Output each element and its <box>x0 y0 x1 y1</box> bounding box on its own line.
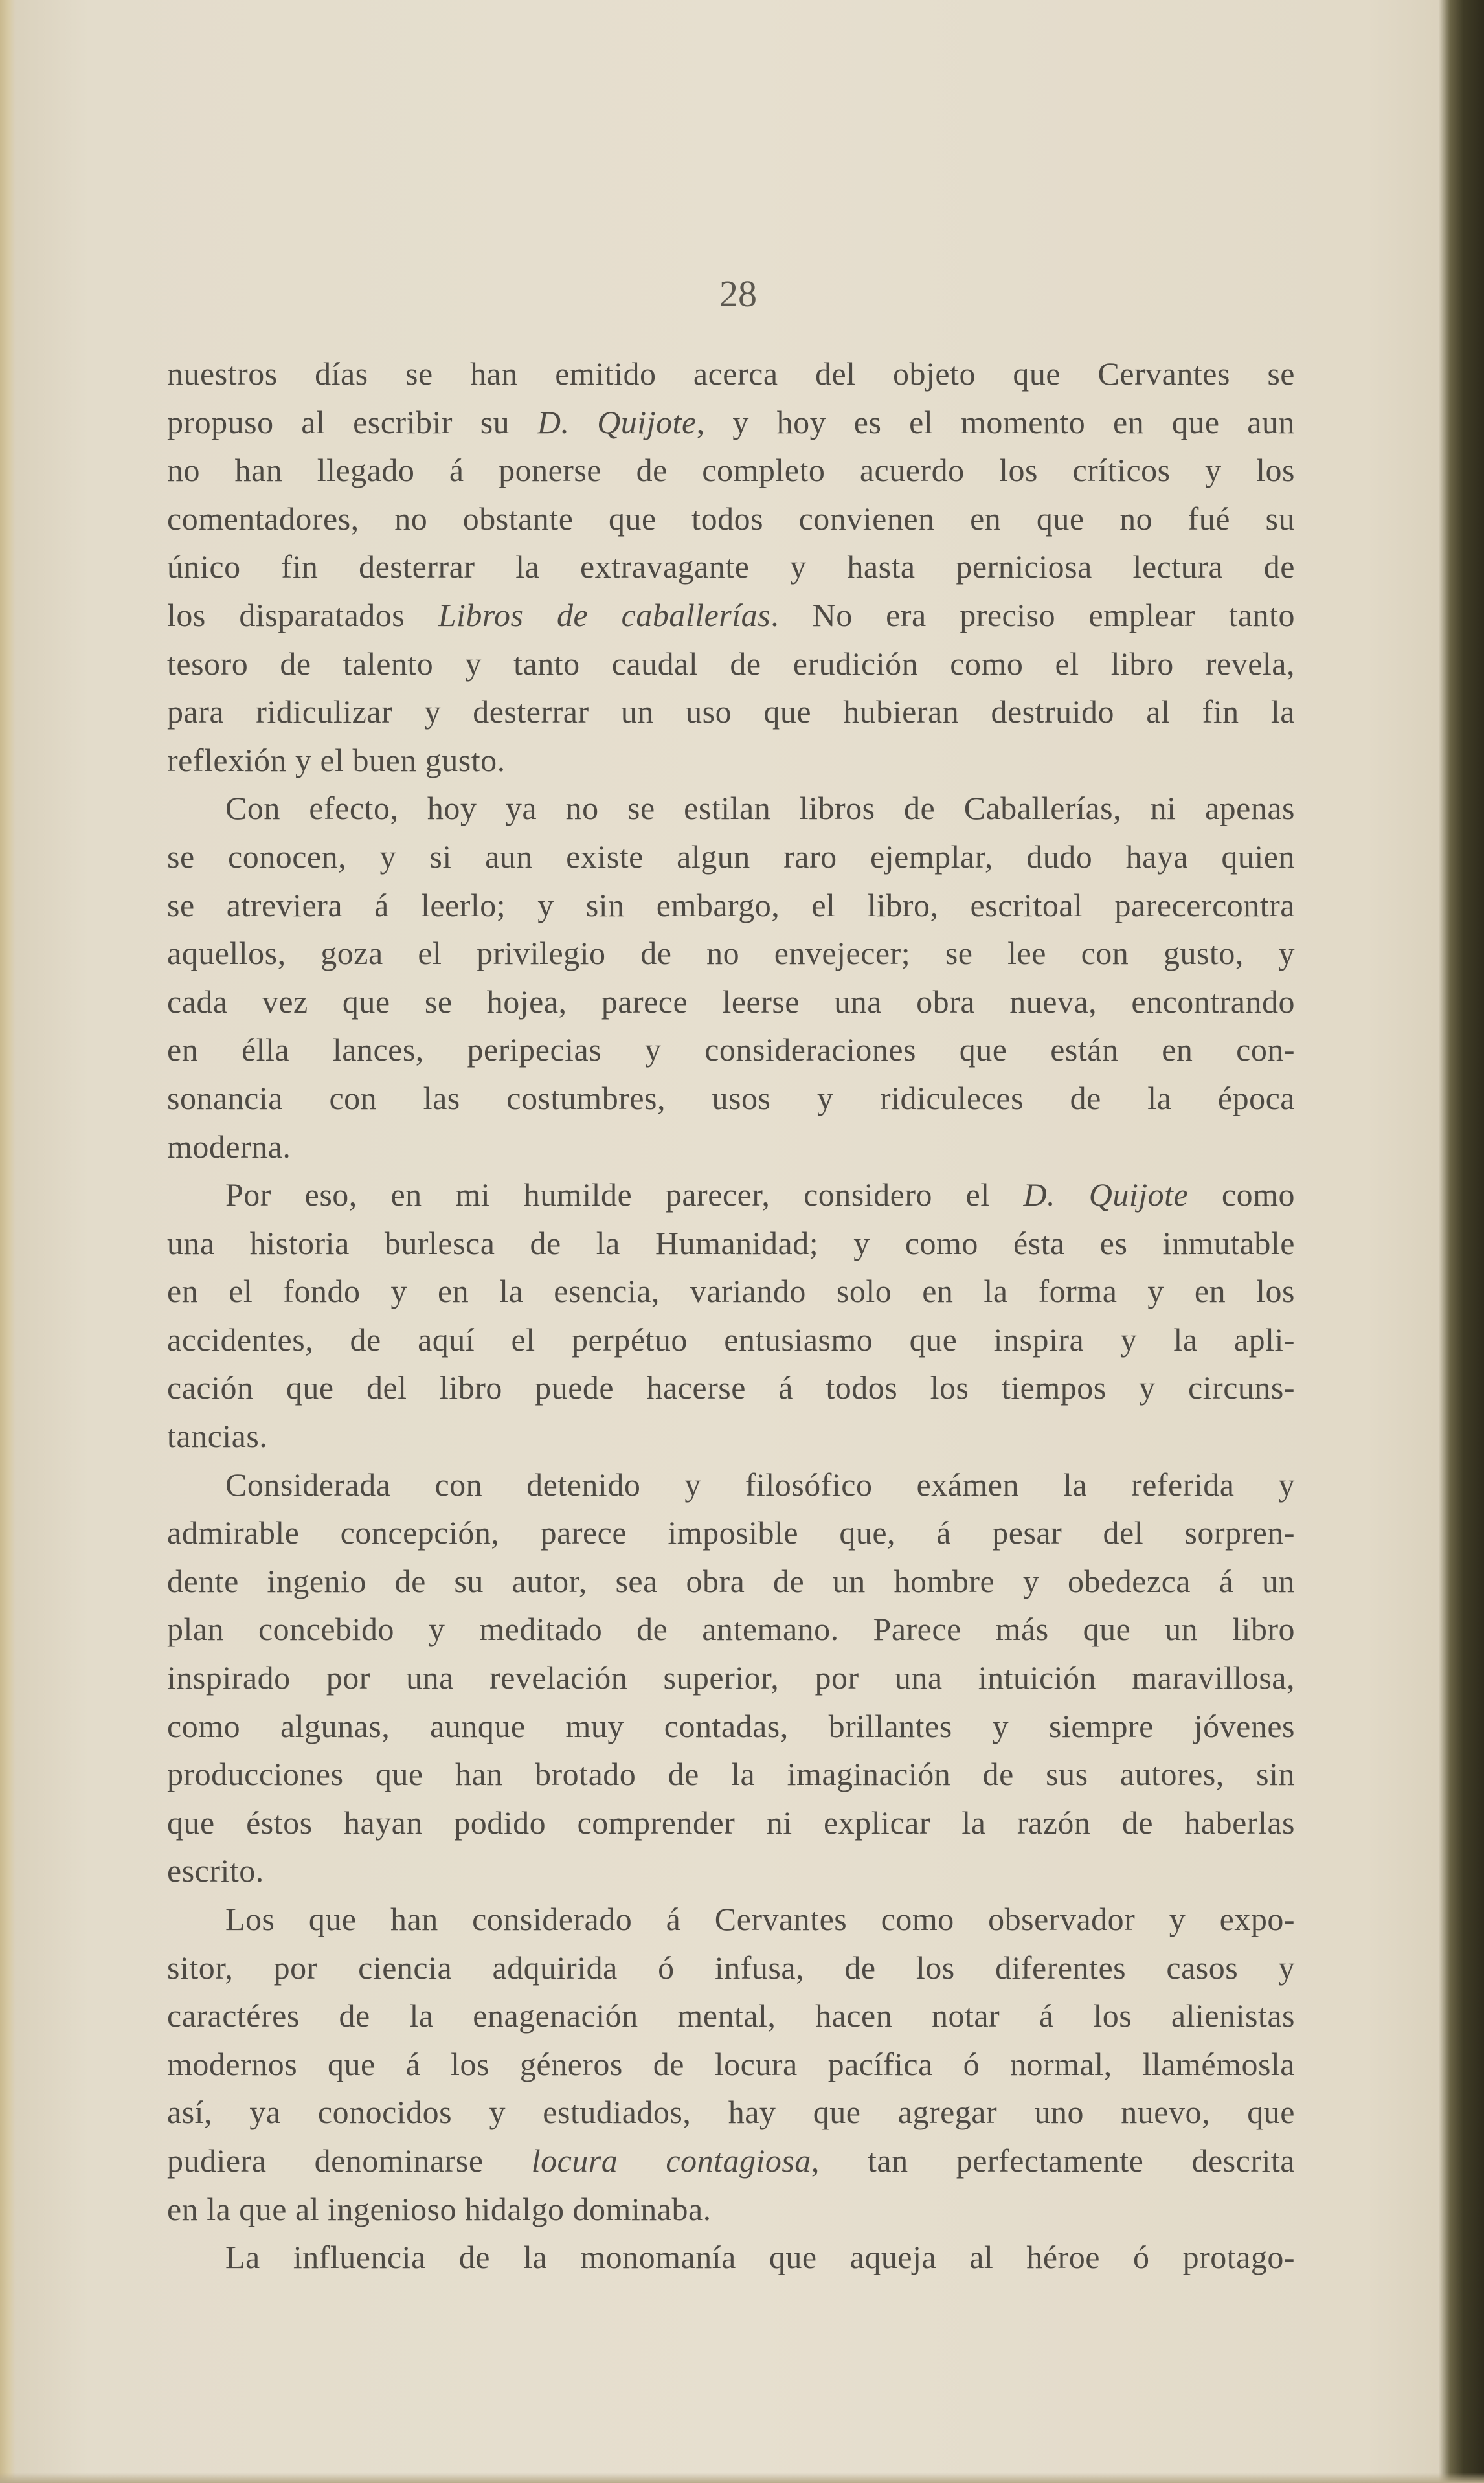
text-run: , tan perfectamente descrita <box>811 2142 1295 2179</box>
text-run: admirable concepción, parece imposible que, á pesar del sorpren- <box>167 1514 1295 1551</box>
text-line <box>167 640 1295 688</box>
text-line <box>167 2088 1295 2137</box>
text-run: La influencia de la monomanía que aqueja al héroe ó protago- <box>225 2239 1295 2276</box>
text-line <box>167 929 1295 978</box>
text-line <box>167 398 1295 447</box>
text-run: los disparatados <box>167 596 438 633</box>
text-run: caractéres de la enagenación mental, hacen notar á los alienistas <box>167 1997 1295 2034</box>
text-run: dente ingenio de su autor, sea obra de un hombre y obedezca á un <box>167 1562 1295 1599</box>
text-line <box>167 1750 1295 1799</box>
text-line <box>167 2185 1295 2234</box>
text-line <box>167 1074 1295 1123</box>
text-run: modernos que á los géneros de locura pacífica ó normal, llamémosla <box>167 2045 1295 2082</box>
text-line <box>167 543 1295 591</box>
text-run: no han llegado á ponerse de completo acuerdo los críticos y los <box>167 452 1295 489</box>
text-line <box>167 1605 1295 1654</box>
text-run: se conocen, y si aun existe algun raro ejemplar, dudo haya quien <box>167 838 1295 875</box>
text-line <box>167 2233 1295 2282</box>
text-line <box>167 1461 1295 1509</box>
italic-title: D. Quijote <box>1023 1176 1189 1213</box>
page-left-edge <box>0 0 16 2483</box>
text-run: escrito. <box>167 1852 264 1889</box>
text-line <box>167 1944 1295 1992</box>
text-line <box>167 1316 1295 1364</box>
text-run: cación que del libro puede hacerse á todos los tiempos y circuns- <box>167 1369 1295 1406</box>
page-number: 28 <box>719 273 757 315</box>
text-run: en el fondo y en la esencia, variando solo en la forma y en los <box>167 1273 1295 1310</box>
italic-title: D. Quijote <box>537 403 697 440</box>
text-run: como algunas, aunque muy contadas, brillantes y siempre jóvenes <box>167 1707 1295 1744</box>
text-line <box>167 833 1295 881</box>
text-line <box>167 1412 1295 1461</box>
text-run: Con efecto, hoy ya no se estilan libros de Caballerías, ni apenas <box>225 790 1295 827</box>
text-line <box>167 1702 1295 1751</box>
text-line <box>167 1509 1295 1557</box>
text-run: que éstos hayan podido comprender ni explicar la razón de haberlas <box>167 1804 1295 1841</box>
text-run: aquellos, goza el privilegio de no envejecer; se lee con gusto, y <box>167 935 1295 972</box>
text-run: . No era preciso emplear tanto <box>770 596 1296 633</box>
text-line <box>167 2137 1295 2185</box>
text-run: para ridiculizar y desterrar un uso que hubieran destruido al fin la <box>167 693 1295 730</box>
text-run: único fin desterrar la extravagante y hasta perniciosa lectura de <box>167 548 1295 585</box>
text-line <box>167 784 1295 833</box>
text-run: tesoro de talento y tanto caudal de erudición como el libro revela, <box>167 645 1295 682</box>
book-binding-shadow <box>1439 0 1484 2483</box>
text-line <box>167 591 1295 640</box>
text-line <box>167 881 1295 930</box>
text-line <box>167 1895 1295 1944</box>
text-run: como <box>1188 1176 1295 1213</box>
text-run: tancias. <box>167 1418 268 1455</box>
text-line <box>167 1992 1295 2040</box>
text-line <box>167 1364 1295 1412</box>
text-line <box>167 1171 1295 1219</box>
text-run: reflexión y el buen gusto. <box>167 741 506 778</box>
text-line <box>167 350 1295 398</box>
text-run: inspirado por una revelación superior, por una intuición maravillosa, <box>167 1659 1295 1696</box>
text-run: en la que al ingenioso hidalgo dominaba. <box>167 2190 712 2227</box>
text-line <box>167 2040 1295 2089</box>
italic-title: Libros de caballerías <box>438 596 771 633</box>
text-run: pudiera denominarse <box>167 2142 532 2179</box>
text-run: sonancia con las costumbres, usos y ridiculeces de la época <box>167 1079 1295 1116</box>
text-line <box>167 495 1295 543</box>
text-run: producciones que han brotado de la imaginación de sus autores, sin <box>167 1756 1295 1793</box>
text-line <box>167 1267 1295 1316</box>
text-run: Los que han considerado á Cervantes como observador y expo- <box>225 1901 1295 1937</box>
text-run: accidentes, de aquí el perpétuo entusiasmo que inspira y la apli- <box>167 1321 1295 1358</box>
text-line <box>167 978 1295 1026</box>
text-run: se atreviera á leerlo; y sin embargo, el libro, escritoal parecercontra <box>167 886 1295 923</box>
text-run: propuso al escribir su <box>167 403 537 440</box>
body-text <box>167 350 1295 2282</box>
text-run: moderna. <box>167 1128 291 1165</box>
text-line <box>167 1219 1295 1268</box>
text-line <box>167 1557 1295 1606</box>
text-run: , y hoy es el momento en que aun <box>696 403 1295 440</box>
text-line <box>167 1123 1295 1171</box>
text-line <box>167 688 1295 736</box>
text-line <box>167 736 1295 785</box>
text-run: comentadores, no obstante que todos convienen en que no fué su <box>167 500 1295 537</box>
text-run: así, ya conocidos y estudiados, hay que agregar uno nuevo, que <box>167 2094 1295 2131</box>
text-line <box>167 1847 1295 1895</box>
page-bottom-edge <box>0 2473 1484 2483</box>
text-run: Considerada con detenido y filosófico exámen la referida y <box>225 1466 1295 1503</box>
italic-title: locura contagiosa <box>531 2142 811 2179</box>
text-run: en élla lances, peripecias y consideraciones que están en con- <box>167 1031 1295 1068</box>
text-line <box>167 446 1295 495</box>
text-line <box>167 1654 1295 1702</box>
text-line <box>167 1799 1295 1847</box>
text-line <box>167 1026 1295 1074</box>
text-run: Por eso, en mi humilde parecer, considero el <box>225 1176 1024 1213</box>
text-run: una historia burlesca de la Humanidad; y como ésta es inmutable <box>167 1224 1295 1261</box>
text-run: cada vez que se hojea, parece leerse una obra nueva, encontrando <box>167 983 1295 1020</box>
text-run: sitor, por ciencia adquirida ó infusa, de los diferentes casos y <box>167 1949 1295 1986</box>
text-run: plan concebido y meditado de antemano. Parece más que un libro <box>167 1611 1295 1648</box>
text-run: nuestros días se han emitido acerca del objeto que Cervantes se <box>167 355 1295 392</box>
